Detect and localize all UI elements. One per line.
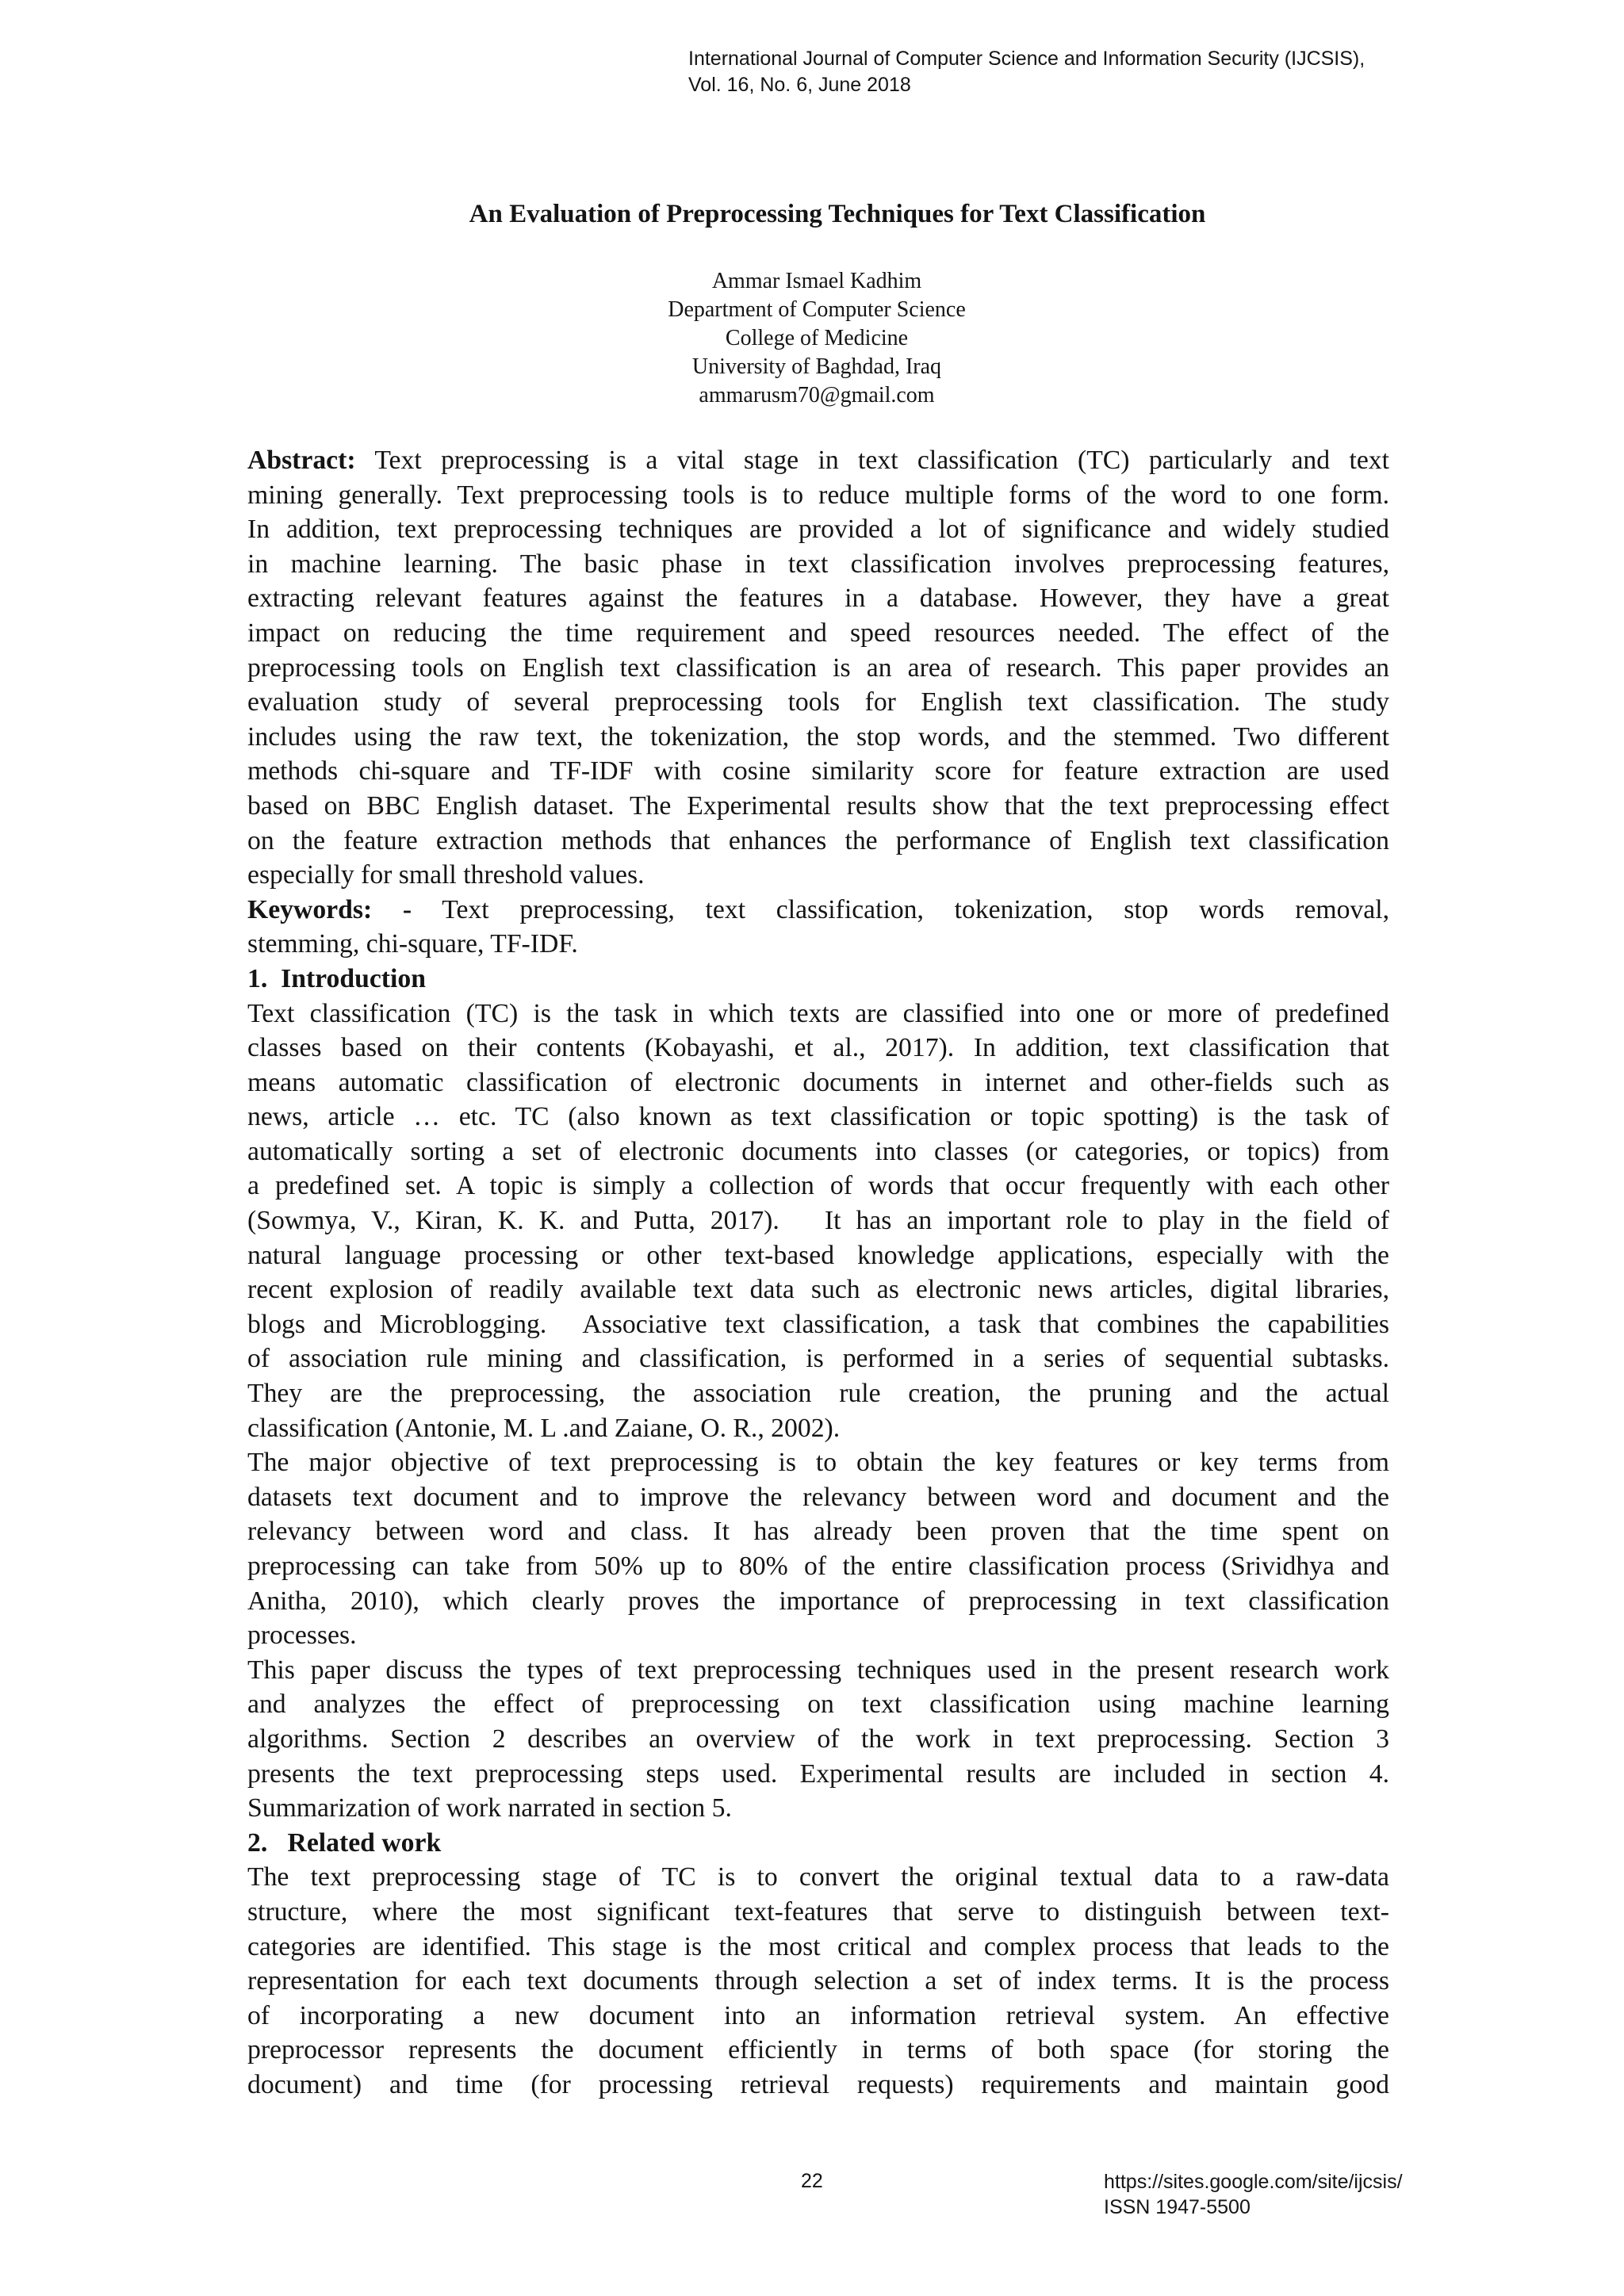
section1-line: news, article … etc. TC (also known as text classification or topic spotting) is the task of — [247, 1102, 1389, 1132]
section1-line: processes. — [247, 1621, 357, 1651]
journal-header — [688, 46, 1481, 98]
section1-line: algorithms. Section 2 describes an overview of the work in text preprocessing. Section 3 — [247, 1724, 1389, 1754]
journal-name: International Journal of Computer Science and Information Security (IJCSIS), — [688, 48, 1365, 70]
section1-line: a predefined set. A topic is simply a collection of words that occur frequently with each other — [247, 1171, 1389, 1201]
section2-line: The text preprocessing stage of TC is to convert the original textual data to a raw-data — [247, 1862, 1389, 1892]
abstract-line: on the feature extraction methods that enhances the performance of English text classification — [247, 825, 1389, 855]
abstract-label: Abstract: — [247, 446, 356, 475]
section2-line: of incorporating a new document into an information retrieval system. An effective — [247, 2000, 1389, 2030]
abstract-line: in machine learning. The basic phase in text classification involves preprocessing features, — [247, 549, 1389, 579]
keywords-line: Keywords: - Text preprocessing, text classification, tokenization, stop words removal, — [247, 894, 1390, 924]
section1-line: blogs and Microblogging. Associative text classification, a task that combines the capabilities — [247, 1309, 1389, 1339]
section2-line: structure, where the most significant text-features that serve to distinguish between text- — [247, 1896, 1389, 1927]
section1-line: The major objective of text preprocessing is to obtain the key features or key terms from — [247, 1448, 1389, 1478]
abstract-line: preprocessing tools on English text classification is an area of research. This paper provides an — [247, 652, 1389, 683]
journal-volume: Vol. 16, No. 6, June 2018 — [688, 74, 911, 96]
section1-line: relevancy between word and class. It has already been proven that the time spent on — [247, 1517, 1389, 1547]
author-college: College of Medicine — [725, 326, 909, 350]
section1-line: recent explosion of readily available text data such as electronic news articles, digital libraries, — [247, 1275, 1389, 1305]
section1-line: Text classification (TC) is the task in which texts are classified into one or more of predefined — [247, 998, 1389, 1028]
abstract-line: Abstract: Text preprocessing is a vital stage in text classification (TC) particularly and text — [247, 446, 1389, 475]
abstract-line: evaluation study of several preprocessing tools for English text classification. The study — [247, 687, 1389, 718]
section1-line: datasets text document and to improve the relevancy between word and document and the — [247, 1482, 1389, 1512]
keywords-label: Keywords: - — [247, 894, 412, 924]
paper-body — [247, 443, 1389, 2103]
section1-line: natural language processing or other text-based knowledge applications, especially with the — [247, 1240, 1389, 1270]
section1-line: Anitha, 2010), which clearly proves the importance of preprocessing in text classification — [247, 1586, 1389, 1616]
abstract-line: impact on reducing the time requirement and speed resources needed. The effect of the — [247, 618, 1389, 648]
abstract-line: extracting relevant features against the features in a database. However, they have a great — [247, 584, 1389, 614]
author-email: ammarusm70@gmail.com — [699, 383, 935, 408]
section1-line: (Sowmya, V., Kiran, K. K. and Putta, 2017). It has an important role to play in the field of — [247, 1206, 1389, 1236]
section-heading: 1. Introduction — [247, 963, 426, 993]
section2-line: preprocessor represents the document efficiently in terms of both space (for storing the — [247, 2035, 1389, 2065]
paper-title: An Evaluation of Preprocessing Techniques for Text Classification — [469, 200, 1206, 228]
section1-line: means automatic classification of electronic documents in internet and other-fields such as — [247, 1067, 1389, 1097]
abstract-line: especially for small threshold values. — [247, 860, 645, 890]
abstract-line: mining generally. Text preprocessing tools is to reduce multiple forms of the word to one form. — [247, 480, 1389, 510]
footer-issn: ISSN 1947-5500 — [1104, 2196, 1251, 2218]
section1-line: Summarization of work narrated in section 5. — [247, 1793, 732, 1823]
section1-line: preprocessing can take from 50% up to 80% of the entire classification process (Srividhya and — [247, 1552, 1389, 1581]
section1-line: They are the preprocessing, the association rule creation, the pruning and the actual — [247, 1379, 1389, 1409]
page-number: 22 — [801, 2170, 823, 2192]
section1-line: classes based on their contents (Kobayashi, et al., 2017). In addition, text classification that — [247, 1033, 1389, 1063]
section1-line: classification (Antonie, M. L .and Zaiane, O. R., 2002). — [247, 1413, 841, 1443]
abstract-line: based on BBC English dataset. The Experimental results show that the text preprocessing effect — [247, 790, 1389, 821]
section1-line: of association rule mining and classification, is performed in a series of sequential subtasks. — [247, 1344, 1389, 1374]
author-block — [0, 267, 1624, 410]
keywords-line: stemming, chi-square, TF-IDF. — [247, 929, 578, 959]
section1-line: This paper discuss the types of text preprocessing techniques used in the present research work — [247, 1655, 1389, 1685]
author-university: University of Baghdad, Iraq — [691, 354, 942, 379]
section1-line: and analyzes the effect of preprocessing on text classification using machine learning — [247, 1689, 1389, 1720]
footer-url[interactable]: https://sites.google.com/site/ijcsis/ — [1104, 2171, 1403, 2193]
section-heading: 2. Related work — [247, 1827, 442, 1858]
section2-line: representation for each text documents through selection a set of index terms. It is the process — [247, 1966, 1389, 1996]
section1-line: presents the text preprocessing steps used. Experimental results are included in section 4. — [247, 1758, 1389, 1789]
abstract-line: includes using the raw text, the tokenization, the stop words, and the stemmed. Two different — [247, 721, 1389, 752]
section2-line: document) and time (for processing retrieval requests) requirements and maintain good — [247, 2069, 1389, 2099]
abstract-line: In addition, text preprocessing techniques are provided a lot of significance and widely studied — [247, 515, 1389, 545]
footer-info — [1104, 2169, 1403, 2220]
abstract-line: methods chi-square and TF-IDF with cosine similarity score for feature extraction are used — [247, 756, 1389, 786]
section1-line: automatically sorting a set of electronic documents into classes (or categories, or topics) from — [247, 1136, 1389, 1166]
author-name: Ammar Ismael Kadhim — [711, 269, 922, 293]
author-department: Department of Computer Science — [668, 297, 966, 322]
section2-line: categories are identified. This stage is the most critical and complex process that leads to the — [247, 1931, 1389, 1961]
